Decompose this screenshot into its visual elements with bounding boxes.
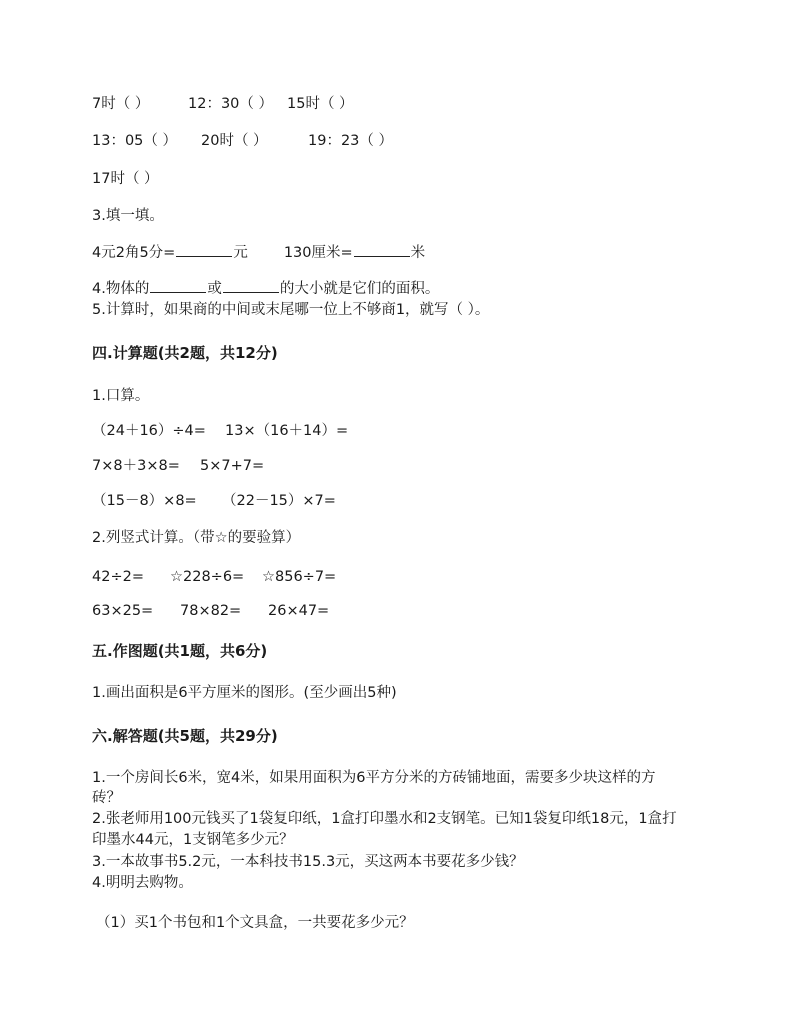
question-3-items <box>92 243 425 263</box>
calc-item: 7×8＋3×8= <box>92 458 180 474</box>
calc-item: 42÷2= <box>92 569 144 585</box>
s6-question-3: 3.一本故事书5.2元，一本科技书15.3元，买这两本书要花多少钱？ <box>92 854 524 870</box>
answer-blank <box>176 243 232 257</box>
time-item: 13：05（ ） <box>92 133 178 149</box>
question-5: 5.计算时，如果商的中间或末尾哪一位上不够商1，就写（ ）。 <box>92 302 490 318</box>
q3-item-a-prefix: 4元2角5分= <box>92 245 176 261</box>
q4-prefix: 4.物体的 <box>92 281 150 297</box>
answer-blank <box>223 279 279 293</box>
section-6-heading: 六.解答题(共5题，共29分) <box>92 727 278 745</box>
s4-question-2-title: 2.列竖式计算。（带☆的要验算） <box>92 530 301 546</box>
vertical-calc-row-1 <box>92 567 336 587</box>
calc-item: （22－15）×7= <box>222 493 336 509</box>
q4-suffix: 的大小就是它们的面积。 <box>279 281 440 297</box>
answer-blank <box>354 243 410 257</box>
answer-blank <box>150 279 206 293</box>
s4-question-1-title: 1.口算。 <box>92 388 150 404</box>
s6-question-4: 4.明明去购物。 <box>92 875 193 891</box>
time-item: 15时（ ） <box>287 96 354 112</box>
section-5-heading: 五.作图题(共1题，共6分) <box>92 642 268 660</box>
s6-question-2-line-1: 2.张老师用100元钱买了1袋复印纸，1盒打印墨水和2支钢笔。已知1袋复印纸18元，1盒打 <box>92 811 677 827</box>
time-item: 7时（ ） <box>92 96 150 112</box>
time-item: 17时（ ） <box>92 171 159 187</box>
calc-item: （15－8）×8= <box>92 493 197 509</box>
calc-item: ☆228÷6= <box>170 569 245 585</box>
time-item: 20时（ ） <box>201 133 268 149</box>
q4-middle: 或 <box>207 281 222 297</box>
oral-calc-row-2 <box>92 456 264 476</box>
time-item: 12：30（ ） <box>188 96 274 112</box>
s6-question-2-line-2: 印墨水44元，1支钢笔多少元？ <box>92 832 294 848</box>
calc-item: 26×47= <box>268 603 330 619</box>
time-item: 19：23（ ） <box>308 133 394 149</box>
question-3-title: 3.填一填。 <box>92 208 164 224</box>
calc-item: （24＋16）÷4= <box>92 423 206 439</box>
calc-item: 5×7+7= <box>200 458 265 474</box>
calc-item: 63×25= <box>92 603 154 619</box>
s5-question-1: 1.画出面积是6平方厘米的图形。(至少画出5种) <box>92 685 397 701</box>
question-4 <box>92 279 439 299</box>
calc-item: 78×82= <box>180 603 242 619</box>
calc-item: 13×（16＋14）= <box>225 423 349 439</box>
time-question-row-1 <box>92 94 354 114</box>
q3-item-b-prefix: 130厘米= <box>283 245 353 261</box>
calc-item: ☆856÷7= <box>262 569 337 585</box>
s6-question-1-line-1: 1.一个房间长6米，宽4米，如果用面积为6平方分米的方砖铺地面，需要多少块这样的方 <box>92 770 656 786</box>
q3-item-a-unit: 元 <box>233 245 248 261</box>
oral-calc-row-1 <box>92 421 348 441</box>
s6-question-4-sub-1: （1）买1个书包和1个文具盒，一共要花多少元？ <box>96 915 414 931</box>
s6-question-1-line-2: 砖？ <box>92 790 121 806</box>
time-question-row-2 <box>92 131 393 151</box>
q3-item-b-unit: 米 <box>410 245 426 261</box>
vertical-calc-row-2 <box>92 601 329 621</box>
oral-calc-row-3 <box>92 491 336 511</box>
section-4-heading: 四.计算题(共2题，共12分) <box>92 344 278 362</box>
